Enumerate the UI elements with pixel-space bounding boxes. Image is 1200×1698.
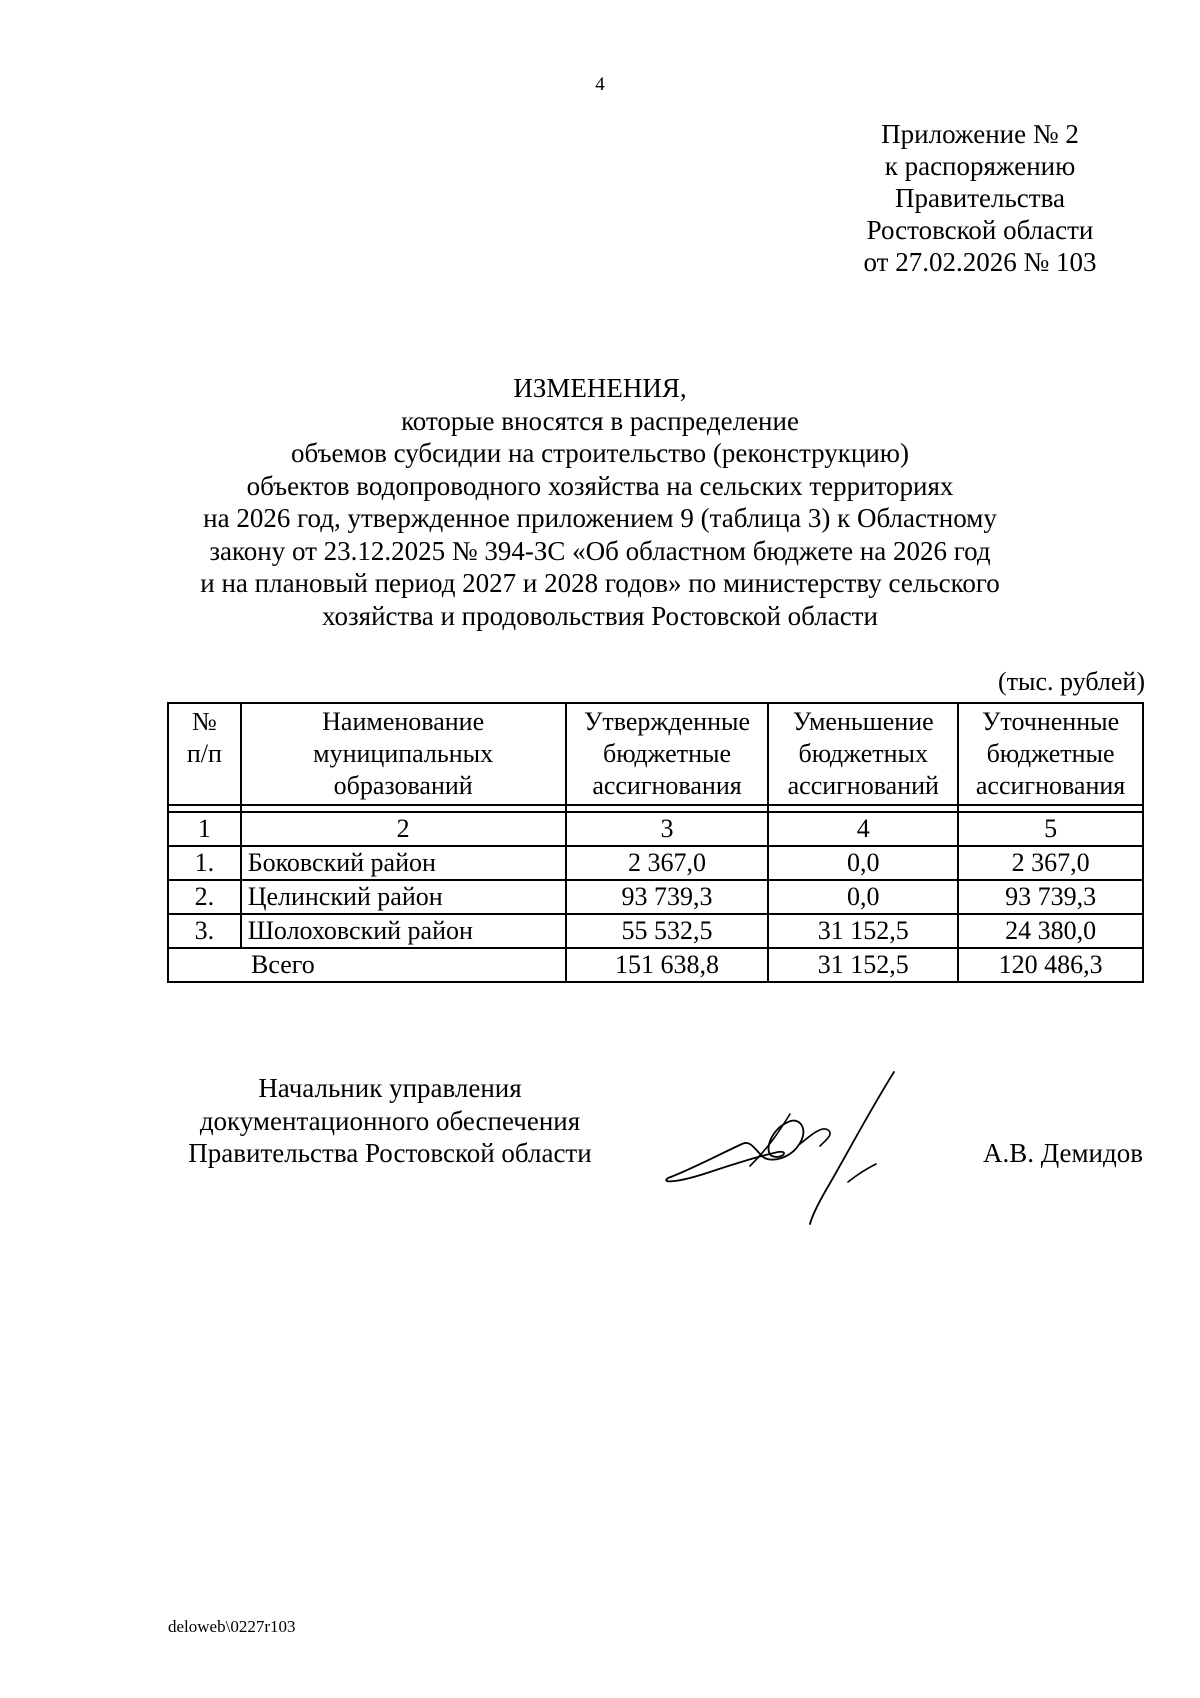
title-line: объектов водопроводного хозяйства на сельских территориях: [246, 470, 954, 501]
appendix-line: Правительства: [895, 183, 1065, 213]
row-refined: 2 367,0: [958, 846, 1143, 880]
total-decrease: 31 152,5: [768, 948, 958, 982]
row-num: 3.: [168, 914, 241, 948]
signer-name: А.В. Демидов: [982, 1138, 1143, 1168]
position-line: Начальник управления: [258, 1073, 522, 1103]
header-num: № п/п: [168, 703, 241, 805]
header-name: Наименование муниципальных образований: [241, 703, 566, 805]
handwritten-signature: [650, 1060, 940, 1230]
row-decrease: 31 152,5: [768, 914, 958, 948]
column-number: 2: [241, 812, 566, 846]
table-row: [168, 880, 1143, 914]
page-number: 4: [595, 74, 605, 95]
title-line: которые вносятся в распределение: [401, 405, 799, 436]
row-decrease: 0,0: [768, 880, 958, 914]
column-number: 3: [566, 812, 769, 846]
units-label: (тыс. рублей): [997, 667, 1145, 696]
title-line: хозяйства и продовольствия Ростовской области: [322, 600, 878, 631]
table-spacer-row: [168, 805, 1143, 812]
header-approved: Утвержденные бюджетные ассигнования: [566, 703, 769, 805]
appendix-reference: [820, 118, 1140, 278]
total-approved: 151 638,8: [566, 948, 769, 982]
header-refined: Уточненные бюджетные ассигнования: [958, 703, 1143, 805]
column-numbers-row: [168, 812, 1143, 846]
row-approved: 93 739,3: [566, 880, 769, 914]
table-row: [168, 846, 1143, 880]
row-refined: 93 739,3: [958, 880, 1143, 914]
row-name: Боковский район: [241, 846, 566, 880]
column-number: 5: [958, 812, 1143, 846]
column-number: 4: [768, 812, 958, 846]
row-approved: 55 532,5: [566, 914, 769, 948]
position-line: Правительства Ростовской области: [188, 1138, 592, 1168]
appendix-line: от 27.02.2026 № 103: [863, 247, 1097, 277]
document-code: deloweb\0227r103: [168, 1617, 296, 1636]
row-approved: 2 367,0: [566, 846, 769, 880]
total-refined: 120 486,3: [958, 948, 1143, 982]
total-label: Всего: [168, 948, 566, 982]
appendix-line: Ростовской области: [866, 215, 1094, 245]
title-line: объемов субсидии на строительство (реконструкцию): [291, 438, 909, 468]
title-line: закону от 23.12.2025 № 394-ЗС «Об областном бюджете на 2026 год: [209, 535, 991, 566]
row-num: 2.: [168, 880, 241, 914]
row-name: Шолоховский район: [241, 914, 566, 948]
title-line: на 2026 год, утвержденное приложением 9 (таблица 3) к Областному: [203, 503, 997, 533]
title-line: и на плановый период 2027 и 2028 годов» по министерству сельского: [200, 568, 1000, 598]
row-refined: 24 380,0: [958, 914, 1143, 948]
column-number: 1: [168, 812, 241, 846]
signatory-position: [160, 1072, 620, 1170]
position-line: документационного обеспечения: [199, 1105, 581, 1136]
appendix-line: к распоряжению: [884, 151, 1076, 181]
row-num: 1.: [168, 846, 241, 880]
appendix-line: Приложение № 2: [881, 119, 1079, 149]
row-name: Целинский район: [241, 880, 566, 914]
document-title: [100, 372, 1100, 632]
table-row: [168, 914, 1143, 948]
table-header-row: [168, 703, 1143, 805]
subsidy-changes-table: [167, 702, 1144, 983]
row-decrease: 0,0: [768, 846, 958, 880]
header-decrease: Уменьшение бюджетных ассигнований: [768, 703, 958, 805]
table-total-row: [168, 948, 1143, 982]
title-heading: ИЗМЕНЕНИЯ,: [513, 373, 687, 403]
